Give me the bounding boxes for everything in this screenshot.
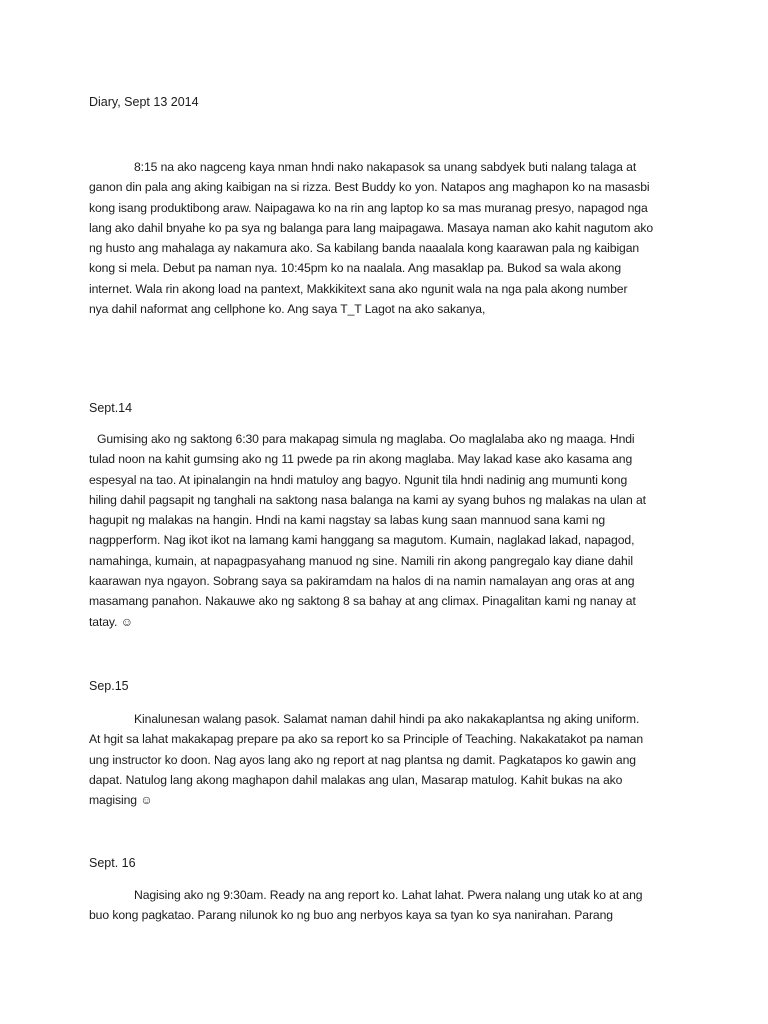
paragraph-line: masamang panahon. Nakauwe ako ng saktong 8 sa bahay at ang climax. Pinagalitan kami ng nanay at [89, 594, 636, 609]
entry-heading-sep-15: Sep.15 [89, 679, 129, 693]
paragraph-line: ng husto ang mahalaga ay nakamura ako. Sa kabilang banda naaalala kong kaarawan pala ng kaibigan [89, 241, 640, 256]
paragraph-line: hagupit ng malakas na hangin. Hndi na kami nagstay sa labas kung saan mannuod sana kami ng [89, 513, 606, 528]
paragraph-line: Kinalunesan walang pasok. Salamat naman dahil hindi pa ako nakakaplantsa ng aking uniform. [134, 712, 640, 726]
paragraph-line: nya dahil naformat ang cellphone ko. Ang saya T_T Lagot na ako sakanya, [89, 302, 486, 317]
paragraph-line: espesyal na tao. At ipinalangin na hndi matuloy ang bagyo. Ngunit tila hndi nadinig ang mumunti kong [89, 472, 628, 487]
paragraph-line: At hgit sa lahat makakapag prepare pa ako sa report ko sa Principle of Teaching. Nakakatakot pa naman [89, 732, 644, 747]
entry-body-sept-13 [89, 157, 689, 319]
entry-heading-sept-13: Diary, Sept 13 2014 [89, 95, 199, 109]
paragraph-line: lang ako dahil bnyahe ko pa sya ng balanga para lang maipagawa. Masaya naman ako kahit nagutom ako [89, 220, 654, 235]
entry-heading-sept-16: Sept. 16 [89, 856, 136, 870]
paragraph-line: hiling dahil pagsapit ng tanghali na saktong nasa balanga na kami ay syang buhos ng malakas na ulan at [89, 492, 646, 507]
paragraph-line: kong si mela. Debut pa naman nya. 10:45pm ko na naalala. Ang masaklap pa. Bukod sa wala akong [89, 261, 622, 276]
paragraph-line: Gumising ako ng saktong 6:30 para makapag simula ng maglaba. Oo maglalaba ako ng maaga. Hndi [97, 432, 635, 446]
paragraph-line: 8:15 na ako nagceng kaya nman hndi nako nakapasok sa unang sabdyek buti nalang talaga at [134, 160, 637, 174]
paragraph-line: kaarawan nya ngayon. Sobrang saya sa pakiramdam na halos di na namin namalayan ang oras at ang [89, 574, 635, 589]
paragraph-line: ung instructor ko doon. Nag ayos lang ako ng report at nag plantsa ng damit. Pagkatapos ko gawin ang [89, 752, 636, 767]
paragraph-line: Nagising ako ng 9:30am. Ready na ang report ko. Lahat lahat. Pwera nalang ung utak ko at ang [134, 888, 643, 902]
entry-body-sept-14 [89, 429, 689, 632]
entry-body-sep-15 [89, 709, 689, 810]
paragraph-line: internet. Wala rin akong load na pantext, Makkikitext sana ako ngunit wala na nga pala akong number [89, 281, 628, 296]
paragraph-line: magising ☺ [89, 793, 153, 808]
paragraph-line: kong isang produktibong araw. Naipagawa ko na rin ang laptop ko sa mas muranag presyo, napagod nga [89, 200, 648, 215]
paragraph-line: tulad noon na kahit gumsing ako ng 11 pwede pa rin akong maglaba. May lakad kase ako kasama ang [89, 452, 633, 467]
paragraph-line: dapat. Natulog lang akong maghapon dahil malakas ang ulan, Masarap matulog. Kahit bukas na ako [89, 772, 623, 787]
paragraph-line: buo kong pagkatao. Parang nilunok ko ng buo ang nerbyos kaya sa tyan ko sya nanirahan. Parang [89, 908, 613, 923]
paragraph-line: nagpperform. Nag ikot ikot na lamang kami hanggang sa magutom. Kumain, naglakad lakad, napagod, [89, 533, 635, 548]
paragraph-line: ganon din pala ang aking kaibigan na si rizza. Best Buddy ko yon. Natapos ang maghapon ko na masasbi [89, 180, 650, 195]
paragraph-line: tatay. ☺ [89, 614, 133, 629]
paragraph-line: namahinga, kumain, at napagpasyahang manuod ng sine. Namili rin akong pangregalo kay diane dahil [89, 553, 633, 568]
entry-body-sept-16 [89, 885, 689, 926]
entry-heading-sept-14: Sept.14 [89, 401, 133, 415]
